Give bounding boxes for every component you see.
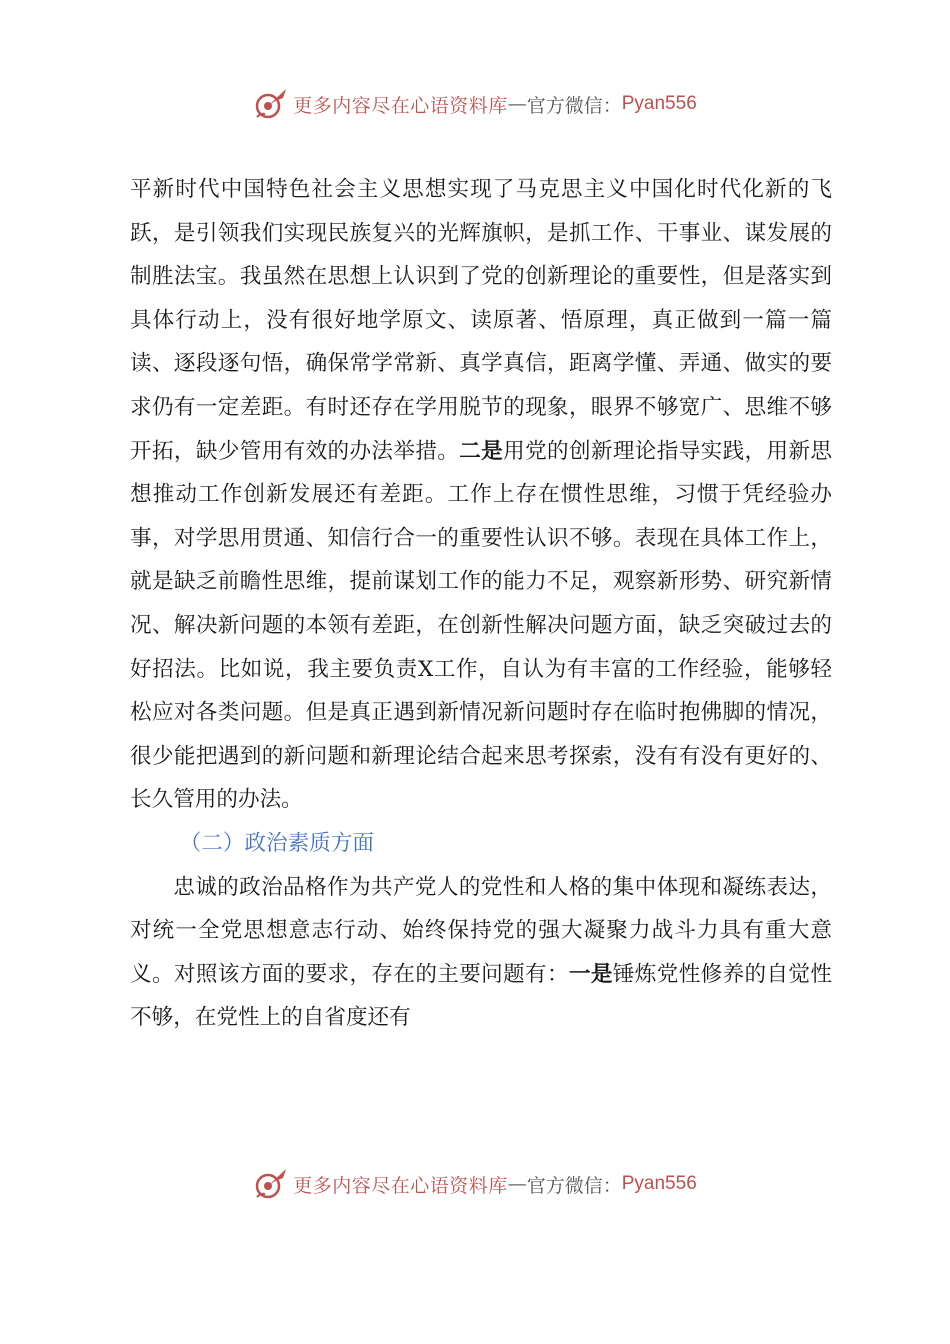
quill-logo-icon: [253, 86, 289, 122]
banner-wechat-label: 官方微信：: [526, 94, 622, 117]
banner-dash: —: [507, 93, 527, 115]
quill-logo-icon: [253, 1166, 289, 1202]
banner-main-text: 更多内容尽在心语资料库: [293, 94, 508, 117]
header-banner: [0, 84, 950, 124]
paragraph-1: [130, 168, 832, 822]
banner-dash: —: [507, 1173, 527, 1195]
paragraph-2-bold-marker: 一是: [568, 961, 613, 987]
footer-banner: [0, 1164, 950, 1204]
section-heading: （二）政治素质方面: [179, 830, 375, 856]
banner-wechat-id: Pyan556: [621, 1173, 697, 1194]
paragraph-1-bold-marker: 二是: [459, 438, 504, 464]
banner-wechat-label: 官方微信：: [526, 1174, 622, 1197]
paragraph-1-text-a: 平新时代中国特色社会主义思想实现了马克思主义中国化时代化新的飞跃，是引领我们实现民族复兴的光辉旗帜，是抓工作、干事业、谋发展的制胜法宝。我虽然在思想上认识到了党的创新理论的重要性，但是落实到具体行动上，没有很好地学原文、读原著、悟原理，真正做到一篇一篇读、逐段逐句悟，确保常学常新、真学真信，距离学懂、弄通、做实的要求仍有一定差距。有时还存在学用脱节的现象，眼界不够宽广、思维不够开拓，缺少管用有效的办法举措。: [130, 177, 832, 464]
document-body: [130, 168, 832, 1040]
banner-main-text: 更多内容尽在心语资料库: [293, 1174, 508, 1197]
paragraph-2: [130, 866, 832, 1040]
paragraph-1-text-b: 用党的创新理论指导实践，用新思想推动工作创新发展还有差距。工作上存在惯性思维，习惯于凭经验办事，对学思用贯通、知信行合一的重要性认识不够。表现在具体工作上，就是缺乏前瞻性思维，提前谋划工作的能力不足，观察新形势、研究新情况、解决新问题的本领有差距，在创新性解决问题方面，缺乏突破过去的好招法。比如说，我主要负责X工作，自认为有丰富的工作经验，能够轻松应对各类问题。但是真正遇到新情况新问题时存在临时抱佛脚的情况，很少能把遇到的新问题和新理论结合起来思考探索，没有有没有更好的、长久管用的办法。: [130, 438, 832, 813]
paragraph-2-text-b: 锤炼党性修养的自觉性不够，在党性上的自省度还有: [130, 961, 832, 1031]
banner-wechat-id: Pyan556: [621, 93, 697, 114]
paragraph-2-text-a: 忠诚的政治品格作为共产党人的党性和人格的集中体现和凝练表达，对统一全党思想意志行动、始终保持党的强大凝聚力战斗力具有重大意义。对照该方面的要求，存在的主要问题有：: [130, 874, 832, 987]
